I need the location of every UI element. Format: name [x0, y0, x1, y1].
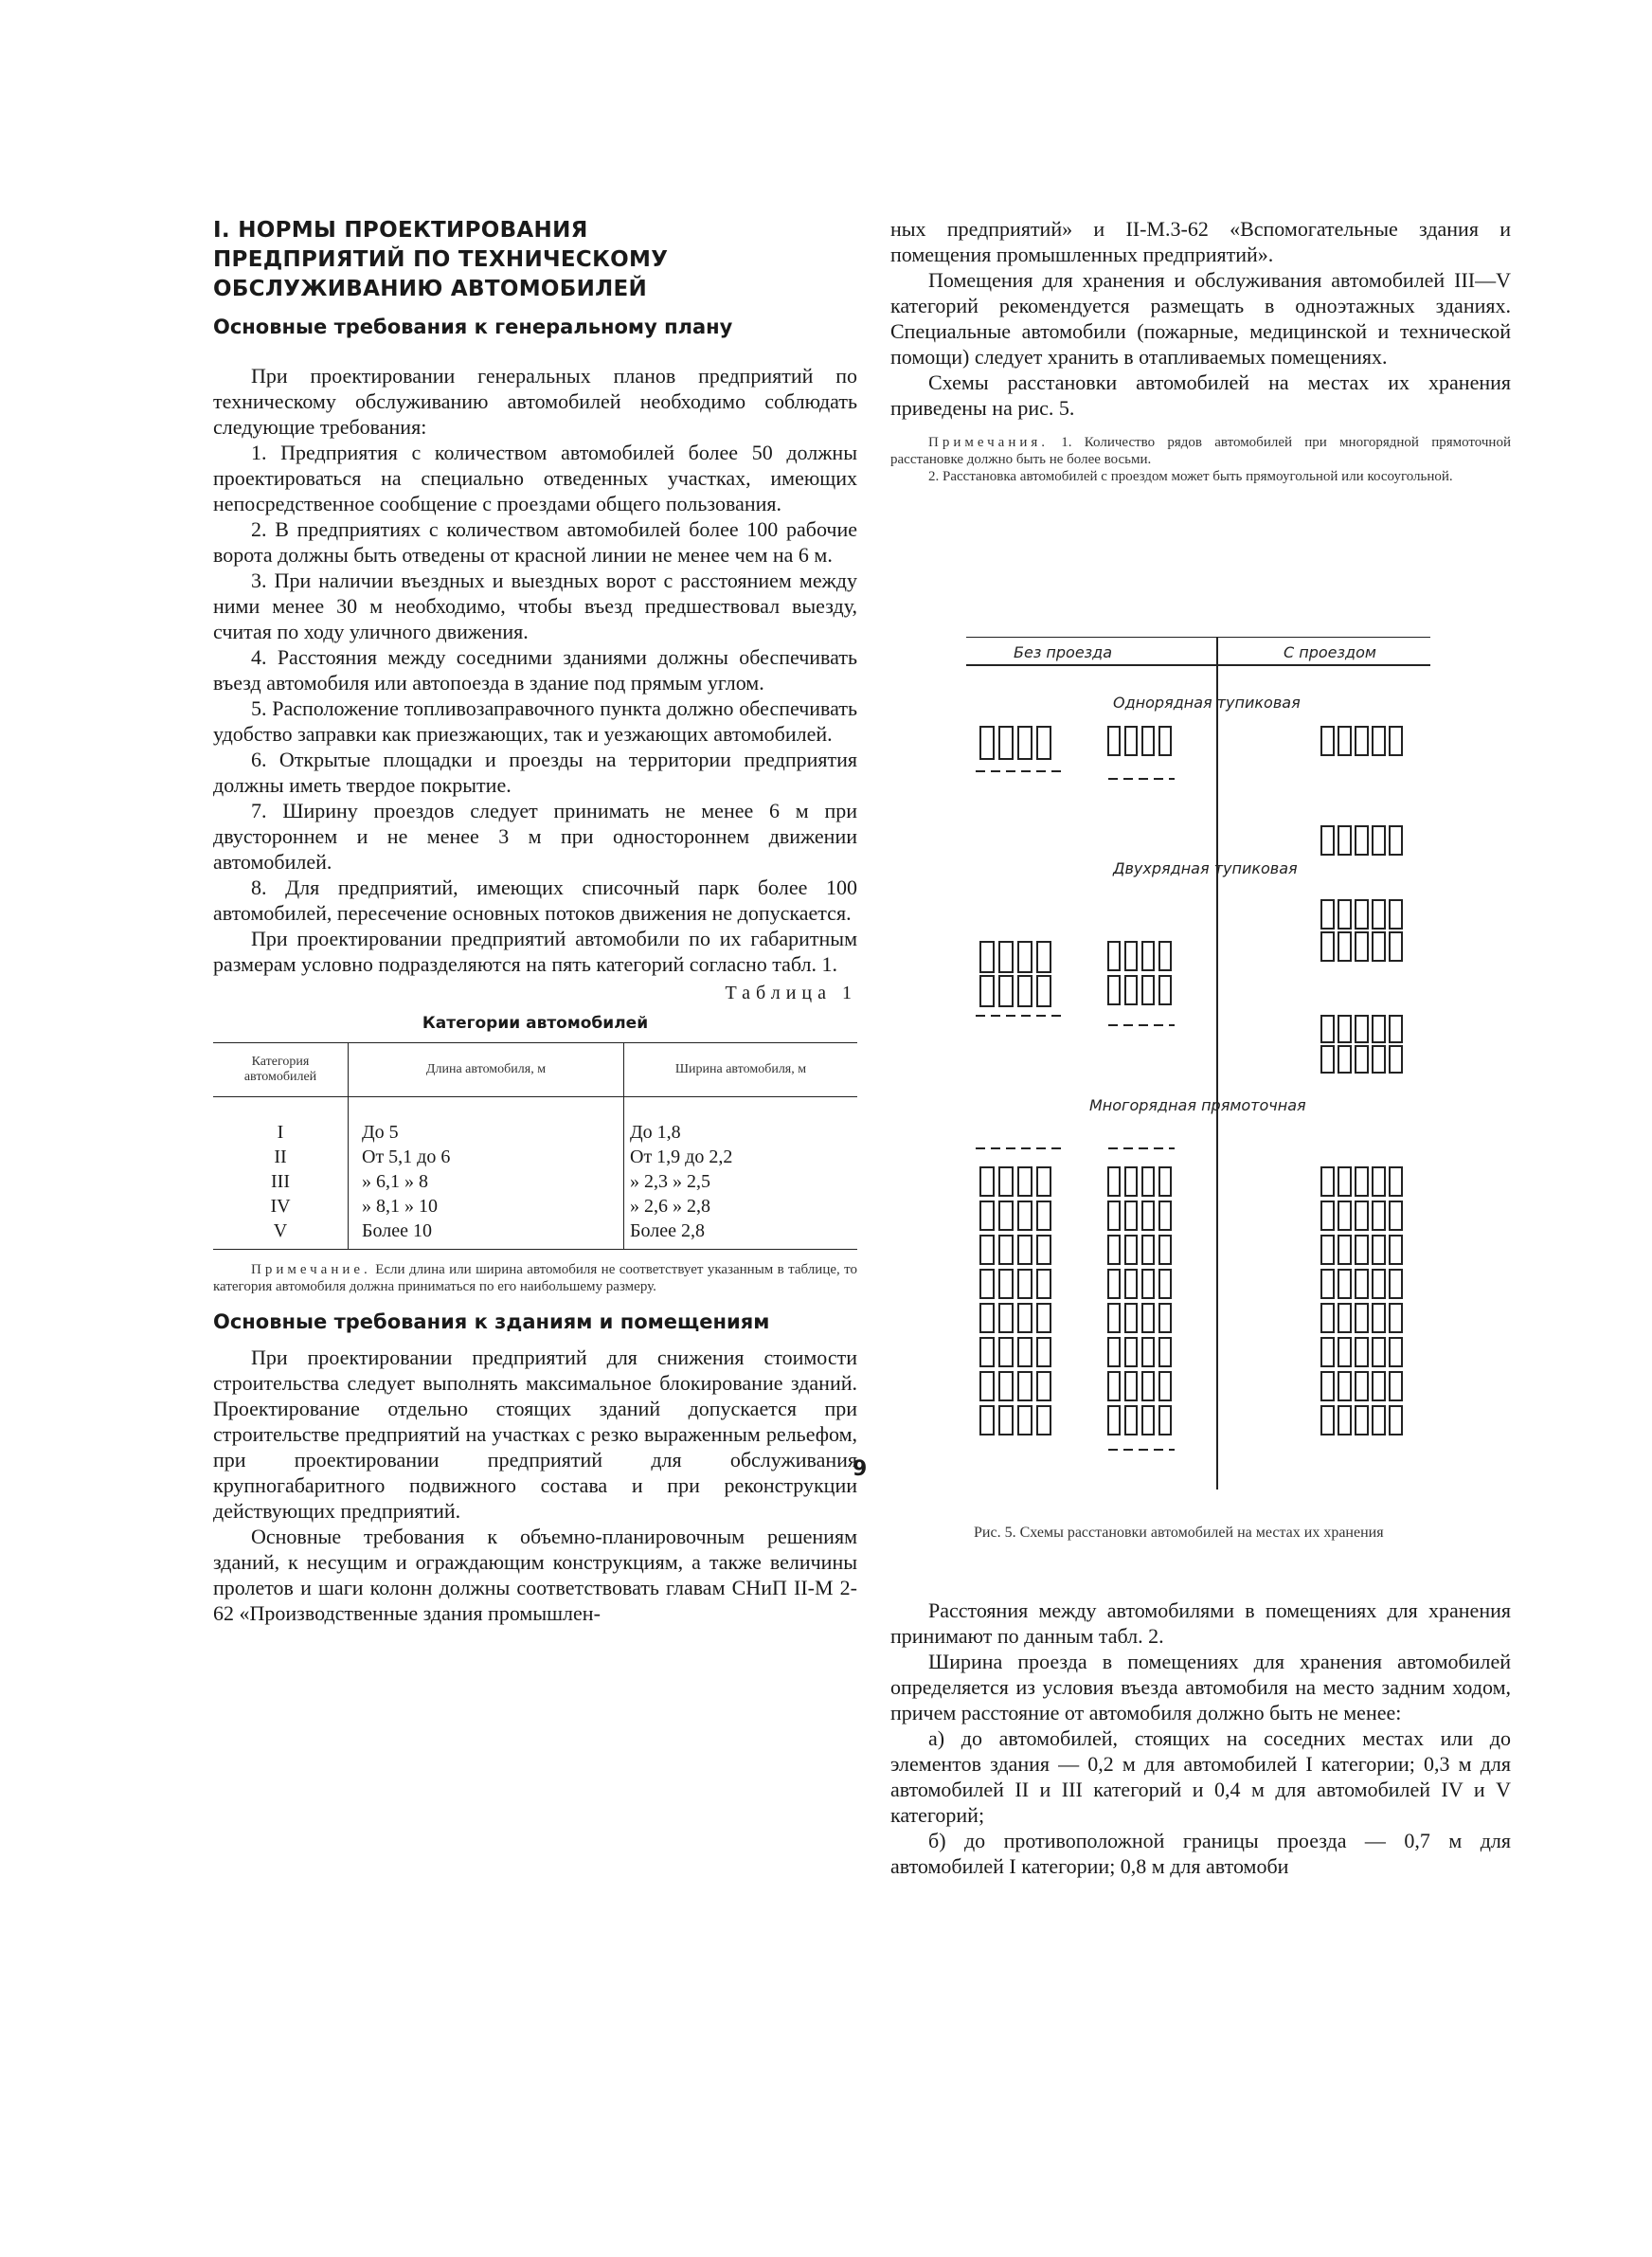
car-mark: [1142, 727, 1154, 755]
car-mark: [1373, 1016, 1385, 1042]
car-mark: [1321, 1167, 1334, 1196]
car-mark: [1338, 1046, 1351, 1073]
table-cell: До 1,8: [624, 1097, 858, 1146]
car-mark: [1390, 1406, 1402, 1435]
car-mark: [1108, 976, 1120, 1004]
car-mark: [980, 1201, 994, 1230]
paragraph: 1. Предприятия с количеством автомобилей более 50 должны проектироваться на специально отведенных участках, имеющих непосредственное сообщение с проездами общего пользования.: [213, 441, 857, 515]
car-mark: [1321, 932, 1334, 961]
car-mark: [1125, 1201, 1137, 1230]
car-mark: [1338, 932, 1351, 961]
fig-col-left: Без проезда: [1014, 643, 1113, 661]
car-mark: [1338, 1201, 1351, 1230]
car-mark: [1018, 1304, 1032, 1332]
car-mark: [1390, 1236, 1402, 1264]
car-mark: [1373, 1372, 1385, 1400]
car-mark: [1018, 942, 1032, 972]
car-mark: [1390, 1167, 1402, 1196]
car-mark: [1356, 1304, 1368, 1332]
table-cell: » 2,6 » 2,8: [624, 1194, 858, 1219]
car-mark: [980, 1167, 994, 1196]
section-title: [213, 216, 857, 304]
table-row: [213, 1219, 857, 1250]
figure-note-2: 2. Расстановка автомобилей с проездом может быть прямоугольной или косоугольной.: [928, 469, 1453, 484]
car-mark: [1125, 976, 1137, 1004]
table-header: Ширина автомобиля, м: [624, 1043, 858, 1097]
table-note-text: Если длина или ширина автомобиля не соответствует указанным в таблице, то категория автомобиля должна приниматься по его наибольшему размеру.: [213, 1262, 858, 1294]
car-mark: [1390, 826, 1402, 855]
car-mark: [1338, 727, 1351, 755]
table-cell: От 5,1 до 6: [349, 1145, 624, 1169]
car-mark: [999, 1372, 1013, 1400]
car-mark: [1142, 942, 1154, 970]
car-mark: [999, 1270, 1013, 1298]
car-mark: [999, 1167, 1013, 1196]
paragraph: При проектировании предприятий автомобили по их габаритным размерам условно подразделяются на пять категорий согласно табл. 1.: [213, 927, 857, 976]
car-mark: [1321, 727, 1334, 755]
car-mark: [1108, 1270, 1120, 1298]
table-cell: От 1,9 до 2,2: [624, 1145, 858, 1169]
car-mark: [1159, 1304, 1171, 1332]
car-mark: [999, 976, 1013, 1006]
car-mark: [1356, 932, 1368, 961]
car-mark: [1018, 727, 1032, 759]
fig-section-3: Многорядная прямоточная: [1089, 1096, 1306, 1114]
table-note-label: Примечание.: [251, 1262, 371, 1277]
car-mark: [1373, 932, 1385, 961]
car-mark: [1321, 1236, 1334, 1264]
car-mark: [1018, 1270, 1032, 1298]
car-mark: [1356, 1016, 1368, 1042]
car-mark: [1037, 1270, 1050, 1298]
car-mark: [1356, 1167, 1368, 1196]
car-mark: [1356, 1338, 1368, 1366]
car-mark: [1321, 1338, 1334, 1366]
section-title-line-1: I. НОРМЫ ПРОЕКТИРОВАНИЯ: [213, 218, 588, 243]
car-mark: [1108, 1406, 1120, 1435]
car-mark: [1321, 1270, 1334, 1298]
car-mark: [1373, 727, 1385, 755]
car-mark: [1108, 1372, 1120, 1400]
figure-note: [890, 434, 1511, 468]
car-mark: [1338, 1236, 1351, 1264]
car-mark: [1338, 1167, 1351, 1196]
paragraph: Ширина проезда в помещениях для хранения автомобилей определяется из условия въезда автомобиля на место задним ходом, причем расстояние от автомобиля должно быть не менее:: [890, 1650, 1511, 1724]
car-mark: [1321, 1201, 1334, 1230]
car-mark: [980, 1304, 994, 1332]
car-mark: [1159, 1270, 1171, 1298]
section-title-line-3: ОБСЛУЖИВАНИЮ АВТОМОБИЛЕЙ: [213, 277, 648, 301]
table-row: [213, 1194, 857, 1219]
car-mark: [1142, 1304, 1154, 1332]
figure-note-1: 1. Количество рядов автомобилей при многорядной прямоточной расстановке должно быть не более восьми.: [890, 435, 1511, 467]
paragraph: 4. Расстояния между соседними зданиями должны обеспечивать въезд автомобиля или автопоезда в здание под прямым углом.: [213, 645, 857, 695]
car-mark: [1125, 1372, 1137, 1400]
paragraph: а) до автомобилей, стоящих на соседних местах или до элементов здания — 0,2 м для автомобилей I категории; 0,3 м для автомобилей II и III категорий и 0,4 м для автомобилей IV и V категорий;: [890, 1726, 1511, 1827]
car-mark: [1125, 1270, 1137, 1298]
car-mark: [1390, 1338, 1402, 1366]
car-mark: [1108, 1236, 1120, 1264]
car-mark: [1142, 1236, 1154, 1264]
table-cell: Более 10: [349, 1219, 624, 1250]
car-mark: [1356, 727, 1368, 755]
table-cell: III: [271, 1171, 290, 1192]
car-mark: [1356, 1046, 1368, 1073]
car-mark: [1018, 1167, 1032, 1196]
car-mark: [1321, 1046, 1334, 1073]
car-mark: [1037, 1304, 1050, 1332]
right-column-lower: [890, 1598, 1511, 1879]
car-mark: [1142, 1406, 1154, 1435]
car-mark: [999, 1236, 1013, 1264]
car-mark: [1108, 1338, 1120, 1366]
car-mark: [1356, 826, 1368, 855]
car-mark: [1159, 976, 1171, 1004]
subheading-general-plan: Основные требования к генеральному плану: [213, 316, 733, 338]
car-mark: [980, 1372, 994, 1400]
car-mark: [1037, 1406, 1050, 1435]
car-mark: [999, 1406, 1013, 1435]
car-mark: [1390, 900, 1402, 929]
car-mark: [1338, 1304, 1351, 1332]
car-mark: [1037, 1167, 1050, 1196]
parking-scheme-figure: [957, 637, 1449, 1508]
car-mark: [1142, 1270, 1154, 1298]
car-mark: [1321, 1016, 1334, 1042]
car-mark: [1321, 1372, 1334, 1400]
paragraph: Основные требования к объемно-планировочным решениям зданий, к несущим и ограждающим конструкциям, а также величины пролетов и шаги колонн должны соответствовать главам СНиП II-М 2-62 «Производственные здания промышлен-: [213, 1525, 857, 1625]
car-mark: [1159, 942, 1171, 970]
car-mark: [1108, 1304, 1120, 1332]
car-mark: [1338, 1016, 1351, 1042]
car-mark: [1390, 1016, 1402, 1042]
car-mark: [1159, 727, 1171, 755]
table-cell: » 8,1 » 10: [349, 1194, 624, 1219]
car-mark: [1125, 1304, 1137, 1332]
car-mark: [1338, 1406, 1351, 1435]
car-mark: [1159, 1201, 1171, 1230]
car-mark: [1125, 1236, 1137, 1264]
car-mark: [980, 942, 994, 972]
fig-col-right: С проездом: [1284, 643, 1376, 661]
table-title: Категории автомобилей: [422, 1014, 649, 1033]
table-cell: До 5: [349, 1097, 624, 1146]
car-mark: [1356, 900, 1368, 929]
car-mark: [1373, 1167, 1385, 1196]
car-mark: [1142, 1372, 1154, 1400]
paragraph: б) до противоположной границы проезда — 0,7 м для автомобилей I категории; 0,8 м для автомоби: [890, 1829, 1511, 1878]
car-mark: [1037, 1236, 1050, 1264]
right-column: [890, 216, 1511, 485]
car-mark: [1037, 1201, 1050, 1230]
car-mark: [1037, 727, 1050, 759]
paragraph: ных предприятий» и II-М.3-62 «Вспомогательные здания и помещения промышленных предприятий».: [890, 217, 1511, 266]
figure-caption: Рис. 5. Схемы расстановки автомобилей на местах их хранения: [974, 1525, 1384, 1541]
car-mark: [1390, 1201, 1402, 1230]
paragraph: При проектировании предприятий для снижения стоимости строительства следует выполнять максимальное блокирование зданий. Проектирование отдельно стоящих зданий допускается при строительстве предприятий на участках с резко выраженным рельефом, при проектировании предприятий для обслуживания крупногабаритного подвижного состава и при реконструкции действующих предприятий.: [213, 1345, 857, 1523]
car-mark: [1338, 1270, 1351, 1298]
car-mark: [1338, 1338, 1351, 1366]
table-cell: » 6,1 » 8: [349, 1169, 624, 1194]
categories-table: [213, 1042, 857, 1250]
car-mark: [1390, 1372, 1402, 1400]
car-mark: [1108, 1167, 1120, 1196]
fig-section-2: Двухрядная тупиковая: [1113, 859, 1298, 877]
paragraph: 3. При наличии въездных и выездных ворот с расстоянием между ними менее 30 м необходимо, чтобы въезд предшествовал выезду, считая по ходу уличного движения.: [213, 569, 857, 643]
car-mark: [1159, 1338, 1171, 1366]
table-row: [213, 1169, 857, 1194]
car-mark: [1321, 1304, 1334, 1332]
car-mark: [1356, 1236, 1368, 1264]
car-mark: [980, 1236, 994, 1264]
car-mark: [1390, 1270, 1402, 1298]
car-mark: [999, 1304, 1013, 1332]
car-mark: [1159, 1406, 1171, 1435]
figure-notes-label: Примечания.: [928, 435, 1050, 450]
car-mark: [1018, 1201, 1032, 1230]
car-mark: [980, 1338, 994, 1366]
paragraph: 6. Открытые площадки и проезды на территории предприятия должны иметь твердое покрытие.: [213, 748, 857, 797]
car-mark: [1125, 942, 1137, 970]
car-mark: [1373, 1046, 1385, 1073]
car-mark: [1390, 932, 1402, 961]
car-mark: [1321, 1406, 1334, 1435]
fig-section-1: Однорядная тупиковая: [1113, 694, 1301, 712]
car-mark: [1373, 1406, 1385, 1435]
car-mark: [1037, 1338, 1050, 1366]
car-mark: [1018, 976, 1032, 1006]
car-mark: [1338, 900, 1351, 929]
paragraph: Расстояния между автомобилями в помещениях для хранения принимают по данным табл. 2.: [890, 1598, 1511, 1648]
car-mark: [999, 727, 1013, 759]
car-mark: [1373, 1304, 1385, 1332]
table-cell: » 2,3 » 2,5: [624, 1169, 858, 1194]
subheading-buildings: Основные требования к зданиям и помещениям: [213, 1310, 770, 1333]
car-mark: [1108, 942, 1120, 970]
car-blocks: [976, 727, 1402, 1450]
paragraph: Помещения для хранения и обслуживания автомобилей III—V категорий рекомендуется размещать в одноэтажных зданиях. Специальные автомобили (пожарные, медицинской и технической помощи) следует хранить в отапливаемых помещениях.: [890, 268, 1511, 369]
paragraph: 7. Ширину проездов следует принимать не менее 6 м при двустороннем и не менее 3 м при одностороннем движении автомобилей.: [213, 799, 857, 874]
car-mark: [1356, 1201, 1368, 1230]
paragraph: 8. Для предприятий, имеющих списочный парк более 100 автомобилей, пересечение основных потоков движения не допускается.: [213, 876, 857, 925]
paragraph: 2. В предприятиях с количеством автомобилей более 100 рабочие ворота должны быть отведены от красной линии не менее чем на 6 м.: [213, 517, 857, 567]
car-mark: [999, 1201, 1013, 1230]
car-mark: [1373, 900, 1385, 929]
table-label: Таблица 1: [725, 983, 857, 1003]
paragraph: 5. Расположение топливозаправочного пункта должно обеспечивать удобство заправки как приезжающих, так и уезжающих автомобилей.: [213, 696, 857, 746]
table-cell: V: [213, 1219, 349, 1250]
table-cell: II: [274, 1147, 287, 1167]
car-mark: [1373, 1270, 1385, 1298]
car-mark: [980, 727, 994, 759]
car-mark: [1373, 1236, 1385, 1264]
car-mark: [1159, 1236, 1171, 1264]
table-row: [213, 1097, 857, 1146]
left-column: [213, 216, 857, 1626]
car-mark: [1356, 1406, 1368, 1435]
car-mark: [1142, 1338, 1154, 1366]
car-mark: [1018, 1236, 1032, 1264]
car-mark: [1338, 826, 1351, 855]
car-mark: [980, 1270, 994, 1298]
table-row: [213, 1145, 857, 1169]
car-mark: [1356, 1270, 1368, 1298]
car-mark: [1125, 727, 1137, 755]
car-mark: [980, 976, 994, 1006]
table-cell: I: [277, 1122, 284, 1143]
table-header: Категория автомобилей: [213, 1043, 349, 1097]
car-mark: [1142, 1167, 1154, 1196]
car-mark: [1037, 942, 1050, 972]
car-mark: [1125, 1338, 1137, 1366]
paragraph: Схемы расстановки автомобилей на местах их хранения приведены на рис. 5.: [890, 370, 1511, 420]
page-number: 9: [853, 1457, 868, 1481]
car-mark: [1142, 976, 1154, 1004]
car-mark: [1037, 976, 1050, 1006]
car-mark: [999, 942, 1013, 972]
car-mark: [1373, 826, 1385, 855]
car-mark: [1390, 1304, 1402, 1332]
car-mark: [1018, 1338, 1032, 1366]
car-mark: [1159, 1167, 1171, 1196]
car-mark: [1356, 1372, 1368, 1400]
table-cell: IV: [270, 1196, 291, 1217]
car-mark: [1125, 1406, 1137, 1435]
car-mark: [1125, 1167, 1137, 1196]
car-mark: [1142, 1201, 1154, 1230]
car-mark: [1390, 727, 1402, 755]
car-mark: [1018, 1406, 1032, 1435]
car-mark: [1108, 1201, 1120, 1230]
car-mark: [1018, 1372, 1032, 1400]
car-mark: [980, 1406, 994, 1435]
car-mark: [1338, 1372, 1351, 1400]
car-mark: [999, 1338, 1013, 1366]
car-mark: [1321, 826, 1334, 855]
car-mark: [1159, 1372, 1171, 1400]
car-mark: [1373, 1201, 1385, 1230]
car-mark: [1390, 1046, 1402, 1073]
car-mark: [1321, 900, 1334, 929]
car-mark: [1037, 1372, 1050, 1400]
section-title-line-2: ПРЕДПРИЯТИЙ ПО ТЕХНИЧЕСКОМУ: [213, 247, 669, 272]
paragraph: При проектировании генеральных планов предприятий по техническому обслуживанию автомобилей необходимо соблюдать следующие требования:: [213, 364, 857, 439]
car-mark: [1108, 727, 1120, 755]
car-mark: [1373, 1338, 1385, 1366]
table-header: Длина автомобиля, м: [349, 1043, 624, 1097]
table-note: [213, 1261, 857, 1295]
table-cell: Более 2,8: [624, 1219, 858, 1250]
